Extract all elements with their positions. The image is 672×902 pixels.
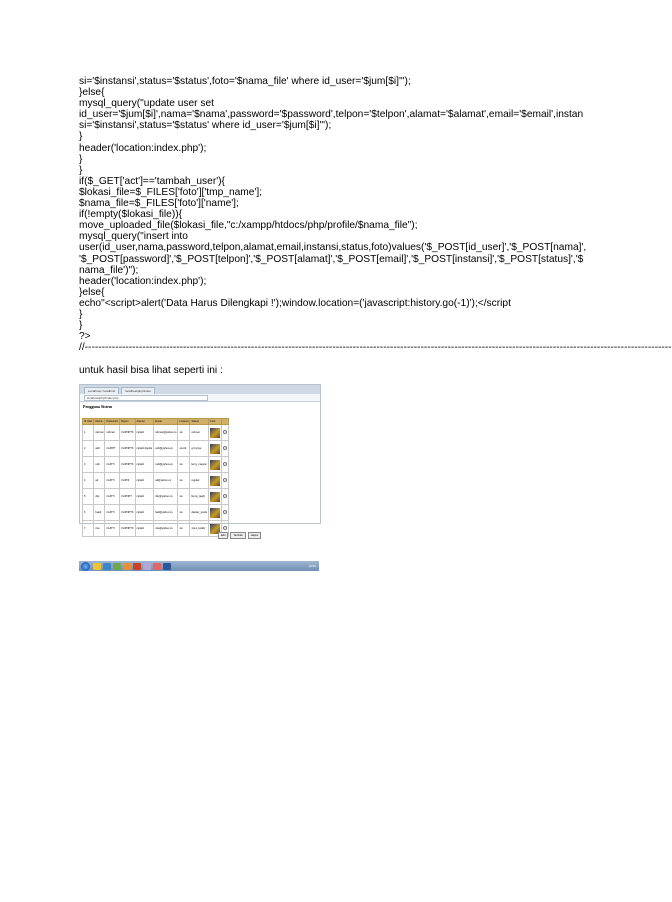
row-checkbox[interactable] [223,446,227,450]
table-cell: CLIPNPTS [119,457,135,473]
code-line: '$_POST[password]','$_POST[telpon]','$_POST[alamat]','$_POST[email]','$_POST[instansi]','$_POST[status]','$ [79,253,584,265]
table-cell: fenoy_lagdi [190,489,209,505]
code-line: user(id_user,nama,password,telpon,alamat,email,instansi,status,foto)values('$_POST[id_user]','$_POST[nama]', [79,242,587,254]
table-cell: fuadi [94,505,105,521]
code-line: $nama_file=$_FILES['foto']['name']; [79,198,239,210]
code-line: }else{ [79,286,105,298]
table-cell: CLIPNPTS [119,441,135,457]
code-line: header('location:index.php'); [79,275,207,287]
browser-tabs [80,385,320,394]
table-cell: cipdeli [135,425,154,441]
select-cell [222,457,229,473]
column-header: Instansi [179,420,189,423]
table-cell: CLIPTI [105,457,119,473]
photo-cell [209,505,222,521]
add-button[interactable]: Tambah [230,532,245,539]
user-photo [210,428,220,438]
code-line: si='$instansi',status='$status',foto='$nama_file' where id_user='$jum[$i]'"); [79,76,411,87]
table-cell: cipdeli [135,521,154,537]
table-cell: rahmat [190,425,209,441]
table-cell: fadi@yahoo.co [154,505,178,521]
table-cell: cipdeli [135,473,154,489]
table-row [83,425,229,441]
row-checkbox[interactable] [223,526,227,530]
caption-text: untuk hasil bisa lihat seperti ini : [79,365,223,376]
user-photo [210,460,220,470]
table-cell: 6 [83,505,94,521]
table-cell: sis [178,425,190,441]
photo-cell [209,473,222,489]
table-cell: rios [94,521,105,537]
table-cell: zoe1_koddy [190,521,209,537]
code-line: }else{ [79,87,105,99]
column-header: Password [106,420,118,423]
code-line: header('location:index.php'); [79,142,207,154]
table-row [83,505,229,521]
row-checkbox[interactable] [223,462,227,466]
code-line: move_uploaded_file($lokasi_file,"c:/xampp/htdocs/php/profile/$nama_file"); [79,220,418,232]
folder-icon[interactable] [93,563,101,570]
table-cell: sis [178,521,190,537]
table-cell: ati [94,473,105,489]
row-checkbox[interactable] [223,478,227,482]
table-row [83,489,229,505]
embedded-screenshot [79,384,321,537]
table-cell: ati@yahoo.co [154,473,178,489]
table-cell: CLIPNPT [119,489,135,505]
table-cell: sis-itk [178,441,190,457]
table-row [83,441,229,457]
delete-button[interactable]: Hapus [248,532,262,539]
users-table [82,418,229,537]
firefox-icon[interactable] [123,563,131,570]
table-cell: rios@yahoo.co [154,521,178,537]
taskbar-clock: 10:05 [308,564,316,568]
app-icon[interactable] [113,563,121,570]
code-line: ?> [79,331,91,343]
code-line: } [79,320,83,332]
table-cell: rudi@yahoo.co [154,457,178,473]
code-line: mysql_query("update user set [79,98,214,110]
edit-button[interactable]: Edit [218,532,228,539]
code-line: if($_GET['act']=='tambah_user'){ [79,175,225,187]
table-cell: 3 [83,457,94,473]
browser-tab[interactable]: localhost/php/index [121,387,155,394]
code-line: //----------------------------------------------------------------------------------------------------------------------------------------------------------------------------- [79,342,672,354]
code-line: if(!empty($lokasi_file)){ [79,209,183,221]
table-cell: CLIPNI [119,473,135,489]
select-cell [222,425,229,441]
table-cell: sis [178,457,190,473]
media-player-icon[interactable] [103,563,111,570]
row-checkbox[interactable] [223,510,227,514]
code-line: id_user='$jum[$i]',nama='$nama',password='$password',telpon='$telpon',alamat='$alamat',email='$email',instan [79,109,584,121]
table-cell: CLIPNPTS [119,505,135,521]
table-cell: dity@yahoo.co [154,489,178,505]
code-line: nama_file')"); [79,264,139,276]
opera-icon[interactable] [153,563,161,570]
table-actions [218,532,261,539]
code-line: $lokasi_file=$_FILES['foto']['tmp_name']; [79,186,263,198]
table-cell: rahmat [105,425,119,441]
table-cell: regular [190,473,209,489]
table-cell: cipdeli [135,489,154,505]
row-checkbox[interactable] [223,494,227,498]
column-header: Telpon [119,419,135,425]
table-cell: CLIPTI [105,489,119,505]
page-title: Pengguna Sistem [83,404,113,409]
table-cell: CLIPTI [105,505,119,521]
url-field[interactable]: localhost/php/index.php [84,395,208,401]
photo-cell [209,441,222,457]
table-cell: 1 [83,425,94,441]
photo-cell [209,425,222,441]
table-cell: danker_peidu [190,505,209,521]
table-cell: 7 [83,521,94,537]
table-cell: CLIPNPTS [119,521,135,537]
code-line: echo"<script>alert('Data Harus Dilengkapi !');window.location=('javascript:history.go(-1)');</script [79,297,511,309]
table-cell: CLIPPT [105,441,119,457]
table-row [83,521,229,537]
table-cell: CLIPTI [105,521,119,537]
code-line: } [79,308,83,320]
table-cell: cipdeli dppdsi [135,441,154,457]
column-header: Foto [209,419,222,425]
table-cell: cipdeli [135,457,154,473]
table-cell: sis [178,505,190,521]
code-line: } [79,131,83,143]
table-cell: ardi [94,441,105,457]
table-row [83,457,229,473]
photo-cell [209,457,222,473]
address-bar [80,394,320,402]
column-header: Id User [84,420,93,423]
table-cell: rudi [94,457,105,473]
table-cell: sis [178,473,190,489]
browser-tab[interactable]: Localhost / localhost [84,387,119,394]
photo-cell [209,489,222,505]
table-cell: lemy_mapssi [190,457,209,473]
code-line: } [79,164,83,176]
start-orb-icon[interactable] [81,562,90,571]
user-photo [210,444,220,454]
table-cell: ardi@yahoo.co [154,441,178,457]
user-photo [210,508,220,518]
table-cell: 2 [83,441,94,457]
select-cell [222,473,229,489]
table-cell: CLIPNPTS [119,425,135,441]
chrome-icon[interactable] [133,563,141,570]
table-cell: dity [94,489,105,505]
column-header: Alamat [135,419,154,425]
column-header: Status [190,419,209,425]
browser-page [80,402,320,537]
column-header: Nama [94,419,105,425]
code-line: mysql_query("insert into [79,231,188,243]
table-cell: rahmat [94,425,105,441]
select-cell [222,505,229,521]
table-cell: 5 [83,489,94,505]
table-cell: CLIPTI [105,473,119,489]
code-listing [79,76,672,354]
app-icon[interactable] [143,563,151,570]
code-line: si='$instansi',status='$status' where id_user='$jum[$i]'"); [79,120,332,132]
word-icon[interactable] [163,563,171,570]
user-photo [210,476,220,486]
table-cell: sis [178,489,190,505]
table-cell: g.rkyriye [190,441,209,457]
table-cell: cipdeli [135,505,154,521]
table-cell: rahmat@yahoo.co [154,425,178,441]
table-cell: 4 [83,473,94,489]
table-row [83,473,229,489]
windows-taskbar [79,561,319,571]
user-photo [210,492,220,502]
code-line: } [79,153,83,165]
column-header: Email [154,419,178,425]
select-cell [222,441,229,457]
select-cell [222,489,229,505]
row-checkbox[interactable] [223,430,227,434]
